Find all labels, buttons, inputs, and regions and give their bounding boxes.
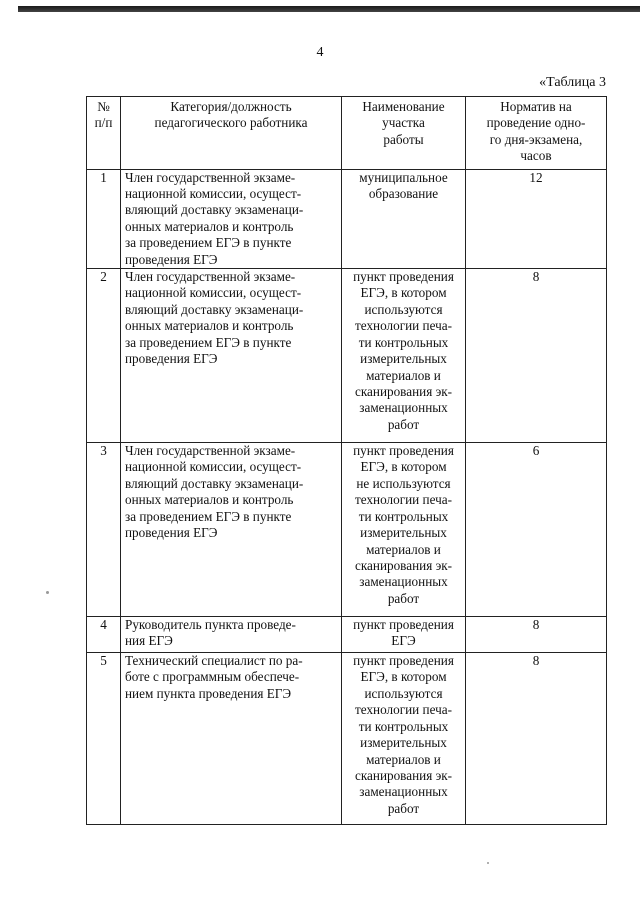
row-number: 2 [87, 269, 121, 443]
table-row [87, 653, 607, 825]
row-category: Руководитель пункта проведе- ния ЕГЭ [121, 617, 342, 653]
row-norm-hours: 12 [466, 169, 607, 268]
row-number: 5 [87, 653, 121, 825]
norms-table [86, 96, 607, 825]
row-work-site: пункт проведения ЕГЭ, в котором используются технологии печа- ти контрольных измерительных материалов и сканирования эк- заменационных работ [342, 269, 466, 443]
table-row [87, 617, 607, 653]
row-category: Член государственной экзаме- национной комиссии, осущест- вляющий доставку экзаменаци- онных материалов и контроль за проведением ЕГЭ в пункте проведения ЕГЭ [121, 443, 342, 617]
header-norm-hours: Норматив на проведение одно- го дня-экзамена, часов [466, 97, 607, 170]
scan-speck [487, 862, 489, 864]
row-category: Член государственной экзаме- национной комиссии, осущест- вляющий доставку экзаменаци- онных материалов и контроль за проведением ЕГЭ в пункте проведения ЕГЭ [121, 169, 342, 268]
row-number: 1 [87, 169, 121, 268]
table-header-row [87, 97, 607, 170]
row-work-site: пункт проведения ЕГЭ, в котором используются технологии печа- ти контрольных измерительных материалов и сканирования эк- заменационных работ [342, 653, 466, 825]
row-work-site: пункт проведения ЕГЭ [342, 617, 466, 653]
row-work-site: муниципальное образование [342, 169, 466, 268]
row-category: Технический специалист по ра- боте с программным обеспече- нием пункта проведения ЕГЭ [121, 653, 342, 825]
header-category: Категория/должность педагогического работника [121, 97, 342, 170]
row-norm-hours: 8 [466, 653, 607, 825]
row-work-site: пункт проведения ЕГЭ, в котором не используются технологии печа- ти контрольных измерительных материалов и сканирования эк- заменационных работ [342, 443, 466, 617]
row-norm-hours: 8 [466, 269, 607, 443]
table-row [87, 443, 607, 617]
row-norm-hours: 6 [466, 443, 607, 617]
table-row [87, 169, 607, 268]
page-number: 4 [316, 45, 324, 60]
row-number: 4 [87, 617, 121, 653]
header-number: № п/п [87, 97, 121, 170]
table-row [87, 269, 607, 443]
row-category: Член государственной экзаме- национной комиссии, осущест- вляющий доставку экзаменаци- онных материалов и контроль за проведением ЕГЭ в пункте проведения ЕГЭ [121, 269, 342, 443]
scan-edge-bar [18, 6, 640, 12]
scan-speck [46, 591, 49, 594]
header-work-site: Наименование участка работы [342, 97, 466, 170]
row-norm-hours: 8 [466, 617, 607, 653]
row-number: 3 [87, 443, 121, 617]
table-label: «Таблица 3 [539, 75, 606, 90]
